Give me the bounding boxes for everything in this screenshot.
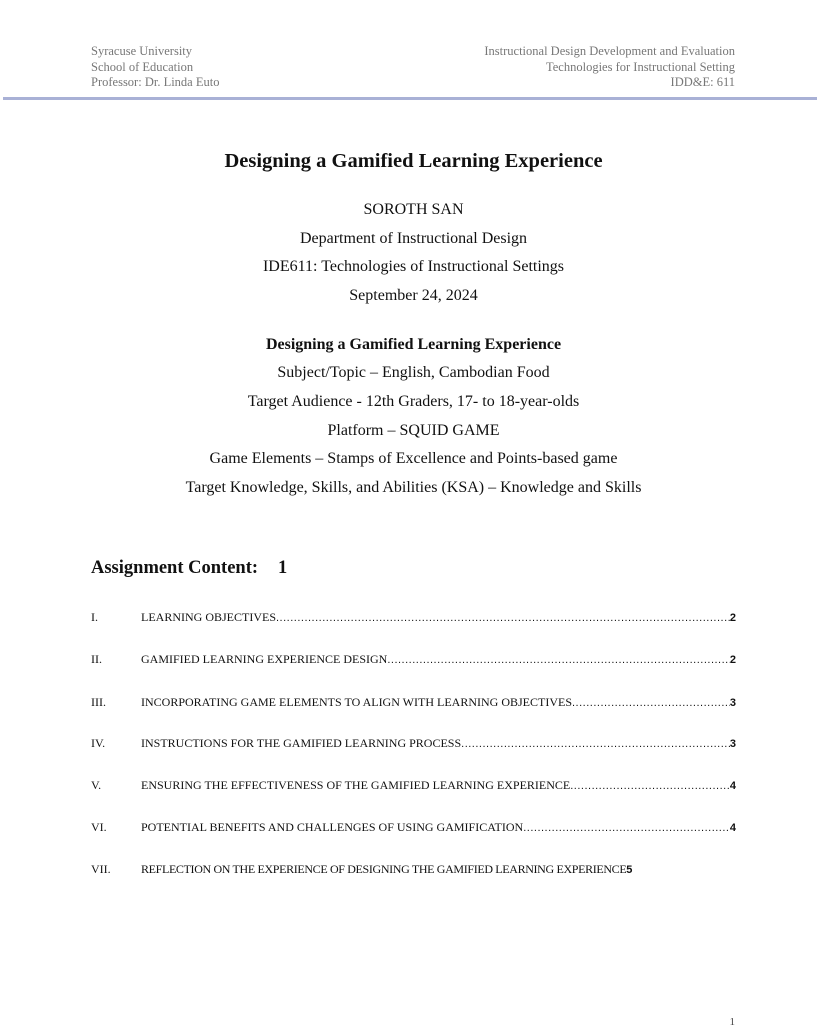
toc-page: 3	[729, 697, 736, 709]
header-course-code: IDD&E: 611	[670, 75, 735, 89]
assignment-heading	[91, 558, 287, 579]
header-divider	[3, 97, 817, 100]
toc-leader	[572, 697, 730, 709]
toc-number: IV.	[91, 736, 106, 750]
toc-entry[interactable]	[91, 862, 736, 878]
assignment-label: Assignment Content:	[91, 558, 259, 578]
toc-page: 4	[729, 822, 736, 834]
toc-entry[interactable]	[91, 778, 736, 794]
toc-leader	[387, 654, 730, 666]
toc-title: INCORPORATING GAME ELEMENTS TO ALIGN WITH LEARNING OBJECTIVES	[141, 695, 572, 709]
summary-ksa: Target Knowledge, Skills, and Abilities (KSA) – Knowledge and Skills	[185, 479, 642, 496]
toc-leader	[570, 780, 730, 792]
toc-number: VI.	[91, 820, 107, 834]
header-course-title: Technologies for Instructional Setting	[545, 59, 735, 74]
toc-number: III.	[91, 695, 106, 709]
author-name: SOROTH SAN	[363, 201, 464, 218]
toc-number: I.	[91, 610, 98, 624]
toc-title: REFLECTION ON THE EXPERIENCE OF DESIGNING THE GAMIFIED LEARNING EXPERIENCE	[141, 862, 627, 876]
toc-page: 3	[729, 738, 736, 750]
summary-platform: Platform – SQUID GAME	[327, 422, 500, 439]
header-university: Syracuse University	[91, 44, 193, 58]
toc-page: 4	[729, 780, 736, 792]
toc-page: 2	[729, 612, 736, 624]
toc-leader	[461, 738, 730, 750]
summary-subject: Subject/Topic – English, Cambodian Food	[277, 364, 550, 381]
author-course: IDE611: Technologies of Instructional Settings	[262, 258, 565, 275]
toc-title: LEARNING OBJECTIVES	[141, 610, 276, 624]
toc-leader	[523, 822, 730, 834]
toc-entry[interactable]	[91, 736, 736, 752]
header-professor: Professor: Dr. Linda Euto	[91, 75, 220, 89]
toc-entry[interactable]	[91, 695, 736, 711]
summary-audience: Target Audience - 12th Graders, 17- to 18-year-olds	[247, 393, 580, 410]
assignment-page: 1	[278, 558, 288, 578]
toc-number: II.	[91, 652, 102, 666]
summary-heading: Designing a Gamified Learning Experience	[265, 336, 562, 353]
toc-entry[interactable]	[91, 652, 736, 668]
toc-title: INSTRUCTIONS FOR THE GAMIFIED LEARNING PROCESS	[141, 736, 462, 750]
toc-entry[interactable]	[91, 820, 736, 836]
header-school: School of Education	[91, 59, 194, 74]
toc-number: V.	[91, 778, 102, 792]
toc-number: VII.	[91, 862, 111, 876]
author-department: Department of Instructional Design	[299, 230, 528, 247]
toc-page: 2	[729, 654, 736, 666]
page-number: 1	[729, 1016, 735, 1028]
summary-game-elements: Game Elements – Stamps of Excellence and Points-based game	[209, 450, 618, 467]
header-left	[91, 44, 219, 91]
author-date: September 24, 2024	[349, 287, 478, 304]
toc-title: GAMIFIED LEARNING EXPERIENCE DESIGN	[141, 652, 388, 666]
toc-title: ENSURING THE EFFECTIVENESS OF THE GAMIFIED LEARNING EXPERIENCE	[141, 778, 571, 792]
header-program: Instructional Design Development and Evaluation	[484, 44, 735, 58]
toc-leader	[276, 612, 730, 624]
toc-entry[interactable]	[91, 610, 736, 626]
document-title: Designing a Gamified Learning Experience	[224, 150, 603, 172]
header-right	[484, 44, 735, 91]
toc-page: 5	[626, 864, 633, 876]
toc-title: POTENTIAL BENEFITS AND CHALLENGES OF USING GAMIFICATION	[141, 820, 524, 834]
